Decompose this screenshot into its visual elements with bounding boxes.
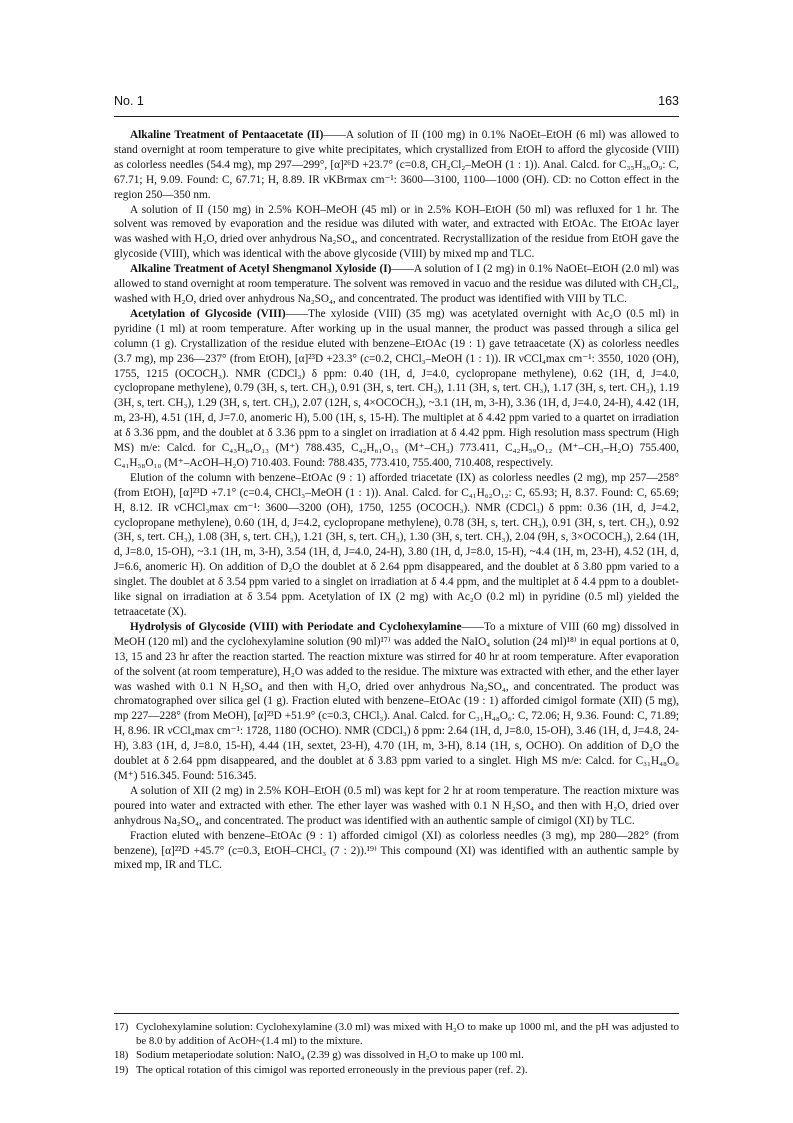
footnote-rule: [114, 1013, 679, 1014]
paragraph-hydrolysis: [114, 620, 679, 784]
paragraph-triacetate: [114, 471, 679, 620]
footnote-18: [114, 1048, 679, 1062]
footnote-17: [114, 1020, 679, 1048]
footnotes: [114, 1020, 679, 1077]
paragraph-heading: Acetylation of Glycoside (VIII): [130, 307, 286, 320]
paragraph-text: A solution of II (150 mg) in 2.5% KOH–MeOH (45 ml) or in 2.5% KOH–EtOH (50 ml) was refluxed for 1 hr. The solvent was removed by evaporation and the residue was diluted with water, and extracted with EtOAc. The EtOAc layer was washed with H₂O, dried over anhydrous Na₂SO₄, and concentrated. Recrystallization of the residue from EtOH gave the glycoside (VIII), which was identical with the above glycoside (VIII) by mixed mp and TLC.: [114, 203, 679, 261]
footnote-number: 18): [114, 1049, 129, 1062]
paragraph-text: Fraction eluted with benzene–EtOAc (9 : 1) afforded cimigol (XI) as colorless needles (3 mg), mp 280—282° (from benzene), [α]²²D +45.7° (c=0.3, EtOH–CHCl₃ (7 : 2)).¹⁹⁾ This compound (XI) was identified with an authentic sample by mixed mp, IR and TLC.: [114, 829, 679, 872]
footnote-text: Sodium metaperiodate solution: NaIO₄ (2.39 g) was dissolved in H₂O to make up 100 ml.: [136, 1049, 524, 1062]
paragraph-xii-koh: [114, 784, 679, 829]
paragraph-cimigol: [114, 829, 679, 874]
experimental-text: [114, 128, 679, 873]
paragraph-alkaline-pentaacetate: [114, 128, 679, 203]
footnote-number: 19): [114, 1063, 129, 1076]
paragraph-heading: Alkaline Treatment of Acetyl Shengmanol Xyloside (I): [130, 263, 392, 276]
paragraph-text: ——To a mixture of VIII (60 mg) dissolved in MeOH (120 ml) and the cyclohexylamine solution (90 ml)¹⁷⁾ was added the NaIO₄ solution (24 ml)¹⁸⁾ in equal portions at 0, 13, 15 and 23 hr after the reaction started. The reaction mixture was stirred for 40 hr at room temperature. After evaporation of the solvent (at room temperature), H₂O was added to the residue. The mixture was extracted with ether, and the ether layer was washed with 0.1 N H₂SO₄ and then with H₂O, dried over anhydrous Na₂SO₄, and concentrated. The product was chromatographed over silica gel (1 g). Fraction eluted with benzene–EtOAc (19 : 1) afforded cimigol formate (XII) (5 mg), mp 227—228° (from MeOH), [α]²³D +51.9° (c=0.3, CHCl₃). Anal. Calcd. for C₃₁H₄₈O₆: C, 72.06; H, 9.36. Found: C, 71.89; H, 8.96. IR νCCl₄max cm⁻¹: 1728, 1180 (OCHO). NMR (CDCl₃) δ ppm: 2.64 (1H, d, J=8.0, 15-OH), 3.46 (1H, d, J=4.8, 24-H), 3.83 (1H, d, J=8.0, 15-H), 4.44 (1H, sextet, 23-H), 4.70 (1H, m, 3-H), 8.14 (1H, s, OCHO). On addition of D₂O the doublet at δ 2.64 ppm disappeared, and the doublet at δ 3.83 ppm varied to a singlet. High MS m/e: Calcd. for C₃₁H₄₈O₆ (M⁺) 516.345. Found: 516.345.: [114, 620, 679, 782]
header-rule: [114, 116, 679, 117]
issue-number: No. 1: [114, 94, 144, 108]
footnote-text: Cyclohexylamine solution: Cyclohexylamine (3.0 ml) was mixed with H₂O to make up 1000 ml, and the pH was adjusted to be 8.0 by addition of AcOH~(1.4 ml) to the mixture.: [136, 1021, 679, 1048]
footnote-text: The optical rotation of this cimigol was reported erroneously in the previous paper (ref. 2).: [136, 1063, 528, 1076]
paragraph-text: ——The xyloside (VIII) (35 mg) was acetylated overnight with Ac₂O (0.5 ml) in pyridine (1 ml) at room temperature. After working up in the usual manner, the product was passed through a silica gel column (1 g). Crystallization of the residue eluted with benzene–EtOAc (19 : 1) gave tetraacetate (X) as colorless needles (3.7 mg), mp 236—237° (from EtOH), [α]²³D +23.3° (c=0.2, CHCl₃–MeOH (1 : 1)). IR νCCl₄max cm⁻¹: 3550, 1020 (OH), 1755, 1215 (OCOCH₃). NMR (CDCl₃) δ ppm: 0.40 (1H, d, J=4.0, cyclopropane methylene), 0.62 (1H, d, J=4.0, cyclopropane methylene), 0.79 (3H, s, tert. CH₃), 0.91 (3H, s, tert. CH₃), 1.11 (3H, s, tert. CH₃), 1.17 (3H, s, tert. CH₃), 1.19 (3H, s, tert. CH₃), 1.29 (3H, s, tert. CH₃), 2.07 (12H, s, 4×OCOCH₃), ~3.1 (1H, m, 3-H), 3.36 (1H, d, J=4.0, 24-H), 4.42 (1H, m, 23-H), 4.51 (1H, d, J=7.0, anomeric H), 5.00 (1H, s, 15-H). The multiplet at δ 4.42 ppm varied to a quartet on irradiation at δ 3.36 ppm, and the doublet at δ 3.36 ppm to a singlet on irradiation at δ 4.42 ppm. High resolution mass spectrum (High MS) m/e: Calcd. for C₄₃H₆₄O₁₃ (M⁺) 788.435, C₄₂H₆₁O₁₃ (M⁺–CH₃) 773.411, C₄₂H₅₉O₁₂ (M⁺–CH₃–H₂O) 755.400, C₄₁H₅₈O₁₀ (M⁺–AcOH–H₂O) 710.403. Found: 788.435, 773.410, 755.400, 710.408, respectively.: [114, 307, 679, 469]
page-number: 163: [658, 94, 679, 108]
paragraph-alkaline-xyloside: [114, 262, 679, 307]
paragraph-acetylation: [114, 307, 679, 471]
paragraph-koh-reflux: [114, 203, 679, 263]
paragraph-text: ——A solution of II (100 mg) in 0.1% NaOEt–EtOH (6 ml) was allowed to stand overnight at room temperature to give white precipitates, which crystallized from EtOH to afford the glycoside (VIII) as colorless needles (54.4 mg), mp 297—299°, [α]²⁶D +23.7° (c=0.8, CH₂Cl₂–MeOH (1 : 1)). Anal. Calcd. for C₃₅H₅₆O₉: C, 67.71; H, 9.09. Found: C, 67.71; H, 8.89. IR νKBrmax cm⁻¹: 3600—3100, 1100—1000 (OH). CD: no Cotton effect in the region 250—350 nm.: [114, 129, 679, 201]
paragraph-text: A solution of XII (2 mg) in 2.5% KOH–EtOH (0.5 ml) was kept for 2 hr at room temperature. The reaction mixture was poured into water and extracted with ether. The ether layer was washed with 0.1 N H₂SO₄ and then with H₂O, dried over anhydrous Na₂SO₄, and concentrated. The product was identified with an authentic sample of cimigol (XI) by TLC.: [114, 784, 679, 827]
footnote-number: 17): [114, 1021, 129, 1033]
paragraph-heading: Hydrolysis of Glycoside (VIII) with Periodate and Cyclohexylamine: [130, 620, 462, 633]
footnote-19: [114, 1063, 679, 1077]
paragraph-heading: Alkaline Treatment of Pentaacetate (II): [130, 129, 324, 141]
paragraph-text: ——A solution of I (2 mg) in 0.1% NaOEt–EtOH (2.0 ml) was allowed to stand overnight at room temperature. The solvent was removed in vacuo and the residue was diluted with CH₂Cl₂, washed with H₂O, dried over anhydrous Na₂SO₄, and concentrated. The product was identified with VIII by TLC.: [114, 263, 680, 305]
paragraph-text: Elution of the column with benzene–EtOAc (9 : 1) afforded triacetate (IX) as colorless needles (2 mg), mp 257—258° (from EtOH), [α]²³D +7.1° (c=0.4, CHCl₃–MeOH (1 : 1)). Anal. Calcd. for C₄₁H₆₂O₁₂: C, 65.93; H, 8.37. Found: C, 65.69; H, 8.12. IR νCHCl₃max cm⁻¹: 3600—3200 (OH), 1750, 1255 (OCOCH₃). NMR (CDCl₃) δ ppm: 0.36 (1H, d, J=4.2, cyclopropane methylene), 0.60 (1H, d, J=4.2, cyclopropane methylene), 0.78 (3H, s, tert. CH₃), 0.91 (3H, s, tert. CH₃), 0.92 (3H, s, tert. CH₃), 1.08 (3H, s, tert. CH₃), 1.21 (3H, s, tert. CH₃), 1.30 (3H, s, tert. CH₃), 2.04 (9H, s, 3×OCOCH₃), 2.64 (1H, d, J=8.0, 15-OH), ~3.1 (1H, m, 3-H), 3.54 (1H, d, J=4.0, 24-H), 3.80 (1H, d, J=8.0, 15-H), ~4.4 (1H, m, 23-H), 4.52 (1H, d, J=6.6, anomeric H). On addition of D₂O the doublet at δ 2.64 ppm disappeared, and the doublet at δ 3.80 ppm varied to a singlet. The doublet at δ 3.54 ppm varied to a singlet on irradiation at δ 4.4 ppm, and the multiplet at δ 4.4 ppm to a doublet-like signal on irradiation at δ 3.54 ppm. Acetylation of IX (2 mg) with Ac₂O (0.2 ml) in pyridine (0.5 ml) yielded the tetraacetate (X).: [114, 471, 679, 618]
